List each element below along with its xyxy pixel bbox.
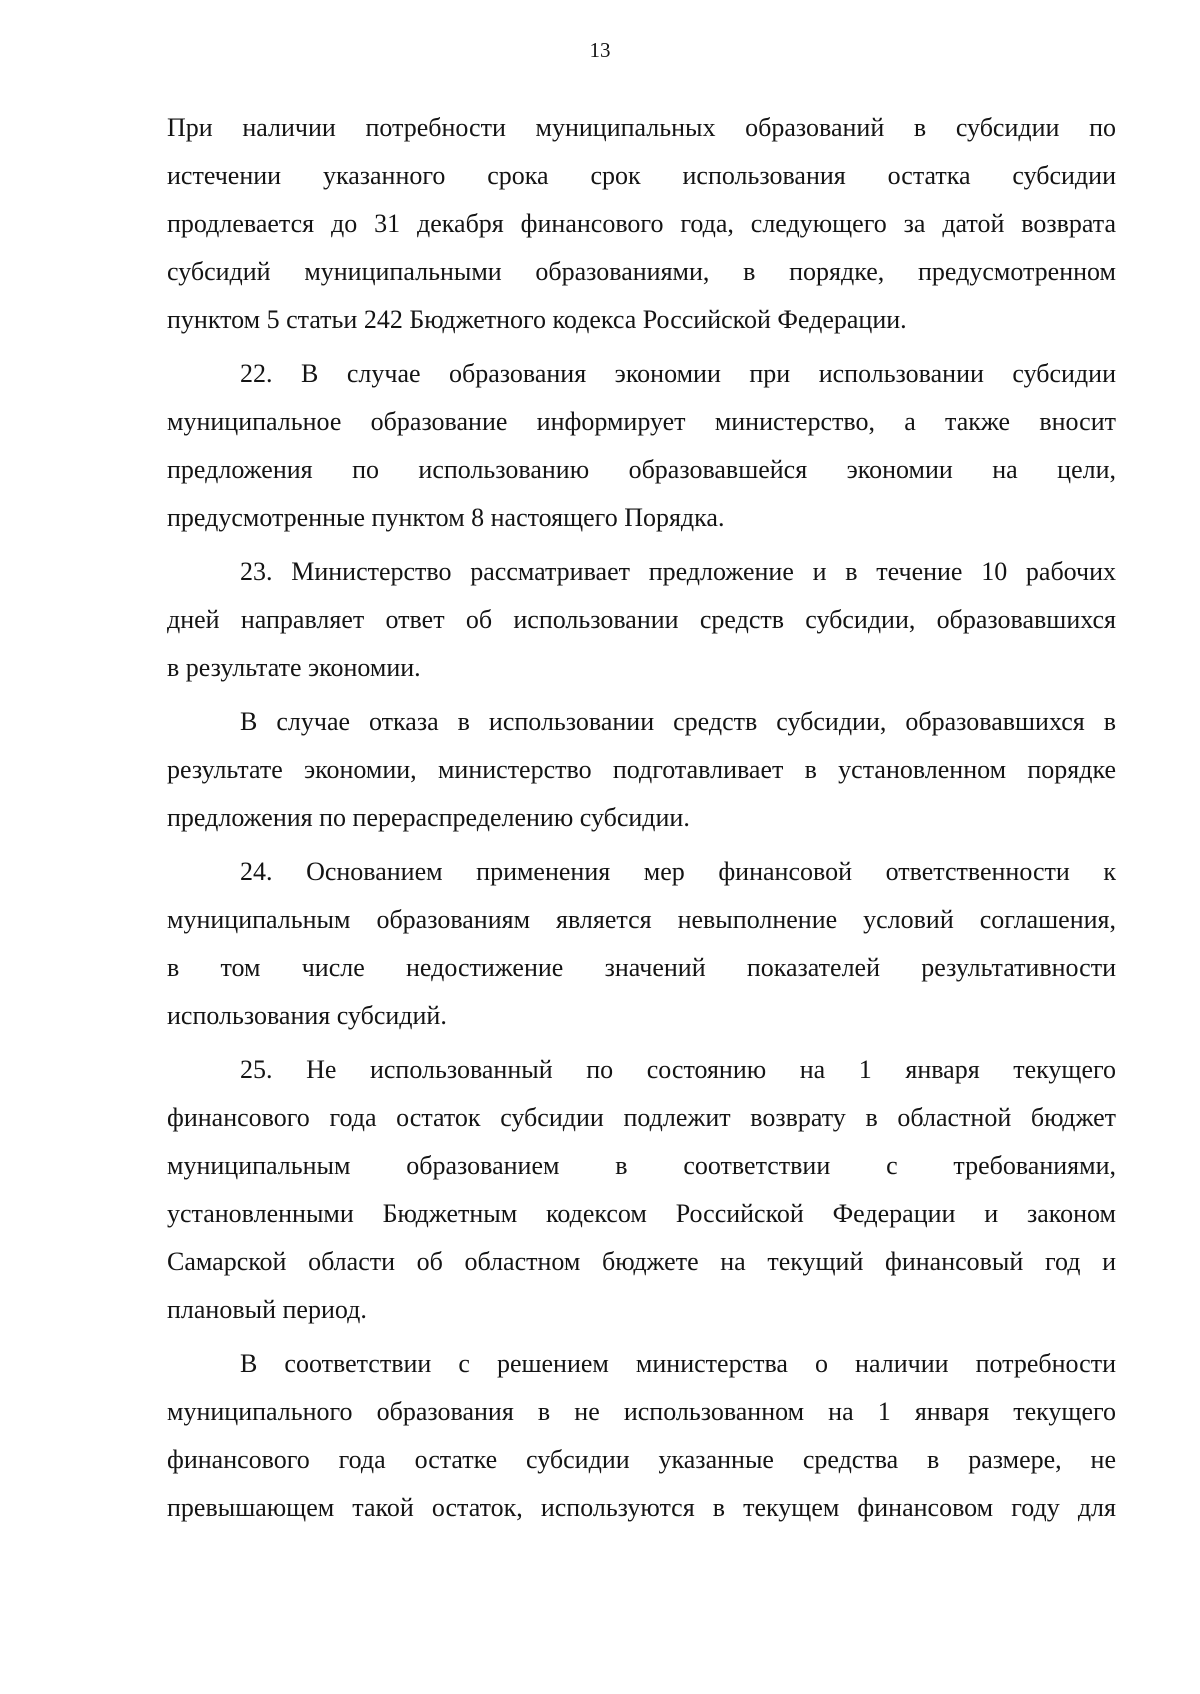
- text-line: результате экономии, министерство подготавливает в установленном порядке: [167, 755, 1116, 784]
- text-line: Самарской области об областном бюджете на текущий финансовый год и: [167, 1247, 1116, 1276]
- text-line: муниципального образования в не использованном на 1 января текущего: [167, 1397, 1116, 1426]
- text-line: финансового года остатке субсидии указанные средства в размере, не: [167, 1445, 1116, 1474]
- text-line: При наличии потребности муниципальных образований в субсидии по: [167, 113, 1116, 142]
- text-line: предложения по использованию образовавшейся экономии на цели,: [167, 455, 1116, 484]
- text-line: В случае отказа в использовании средств субсидии, образовавшихся в: [240, 707, 1116, 736]
- text-line: превышающем такой остаток, используются в текущем финансовом году для: [167, 1493, 1116, 1522]
- text-line: продлевается до 31 декабря финансового года, следующего за датой возврата: [167, 209, 1116, 238]
- text-line: 25. Не использованный по состоянию на 1 января текущего: [240, 1055, 1116, 1084]
- text-line: в том числе недостижение значений показателей результативности: [167, 953, 1116, 982]
- document-body: [167, 104, 1116, 1532]
- text-line: субсидий муниципальными образованиями, в порядке, предусмотренном: [167, 257, 1116, 286]
- text-line: предусмотренные пунктом 8 настоящего Порядка.: [167, 503, 725, 532]
- paragraph: [167, 548, 1116, 692]
- text-line: истечении указанного срока срок использования остатка субсидии: [167, 161, 1116, 190]
- text-line: 22. В случае образования экономии при использовании субсидии: [240, 359, 1116, 388]
- paragraph: [167, 350, 1116, 542]
- text-line: установленными Бюджетным кодексом Российской Федерации и законом: [167, 1199, 1116, 1228]
- paragraph: [167, 1046, 1116, 1334]
- paragraph: [167, 848, 1116, 1040]
- text-line: муниципальным образованием в соответствии с требованиями,: [167, 1151, 1116, 1180]
- text-line: 23. Министерство рассматривает предложение и в течение 10 рабочих: [240, 557, 1116, 586]
- text-line: плановый период.: [167, 1295, 367, 1324]
- page-number: 13: [589, 38, 611, 62]
- text-line: В соответствии с решением министерства о наличии потребности: [240, 1349, 1116, 1378]
- text-line: муниципальное образование информирует министерство, а также вносит: [167, 407, 1116, 436]
- text-line: муниципальным образованиям является невыполнение условий соглашения,: [167, 905, 1116, 934]
- text-line: 24. Основанием применения мер финансовой ответственности к: [240, 857, 1116, 886]
- text-line: дней направляет ответ об использовании средств субсидии, образовавшихся: [167, 605, 1116, 634]
- paragraph: [167, 698, 1116, 842]
- text-line: финансового года остаток субсидии подлежит возврату в областной бюджет: [167, 1103, 1116, 1132]
- paragraph: [167, 104, 1116, 344]
- text-line: в результате экономии.: [167, 653, 421, 682]
- paragraph: [167, 1340, 1116, 1532]
- text-line: предложения по перераспределению субсидии.: [167, 803, 690, 832]
- text-line: использования субсидий.: [167, 1001, 447, 1030]
- text-line: пунктом 5 статьи 242 Бюджетного кодекса Российской Федерации.: [167, 305, 907, 334]
